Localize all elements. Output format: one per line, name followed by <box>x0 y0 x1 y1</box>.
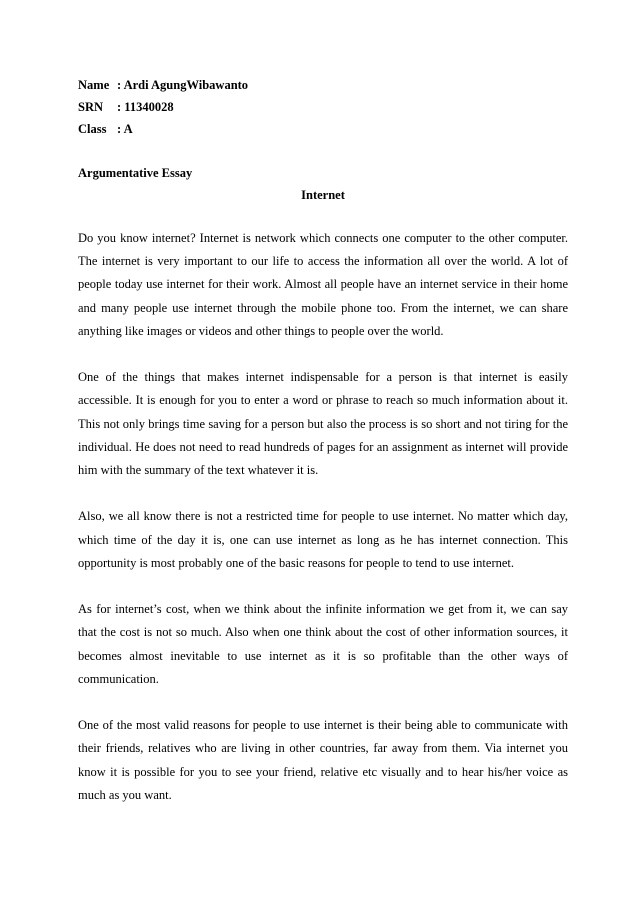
class-label: Class <box>78 122 107 136</box>
paragraph: As for internet’s cost, when we think about the infinite information we get from it, we can say that the cost is not so much. Also when one think about the cost of other information sources, it becomes almost inevitable to use internet as it is so profitable than the other ways of communication. <box>78 602 568 686</box>
name-label: Name <box>78 78 110 92</box>
paragraph: One of the things that makes internet indispensable for a person is that internet is easily accessible. It is enough for you to enter a word or phrase to reach so much information about it. This not only brings time saving for a person but also the process is so short and not tiring for the individual. He does not need to read hundreds of pages for an assignment as internet will provide him with the summary of the text whatever it is. <box>78 370 568 478</box>
paragraph: One of the most valid reasons for people to use internet is their being able to communicate with their friends, relatives who are living in other countries, far away from them. Via internet you know it is possible for you to see your friend, relative etc visually and to hear his/her voice as much as you want. <box>78 718 568 802</box>
srn-value: : 11340028 <box>117 100 174 114</box>
essay-title: Internet <box>301 188 345 202</box>
essay-type: Argumentative Essay <box>78 166 193 180</box>
class-row <box>78 118 568 140</box>
srn-row <box>78 96 568 118</box>
class-value: : A <box>117 122 133 136</box>
student-info <box>78 74 568 140</box>
name-row <box>78 74 568 96</box>
paragraph: Do you know internet? Internet is network which connects one computer to the other computer. The internet is very important to our life to access the information all over the world. A lot of people today use internet for their work. Almost all people have an internet service in their home and many people use internet through the mobile phone too. From the internet, we can share anything like images or videos and other things to people over the world. <box>78 231 568 338</box>
paragraph: Also, we all know there is not a restricted time for people to use internet. No matter which day, which time of the day it is, one can use internet as long as he has internet connection. This opportunity is most probably one of the basic reasons for people to tend to use internet. <box>78 509 568 570</box>
name-value: : Ardi AgungWibawanto <box>117 78 249 92</box>
document-page <box>78 74 568 807</box>
srn-label: SRN <box>78 100 104 114</box>
